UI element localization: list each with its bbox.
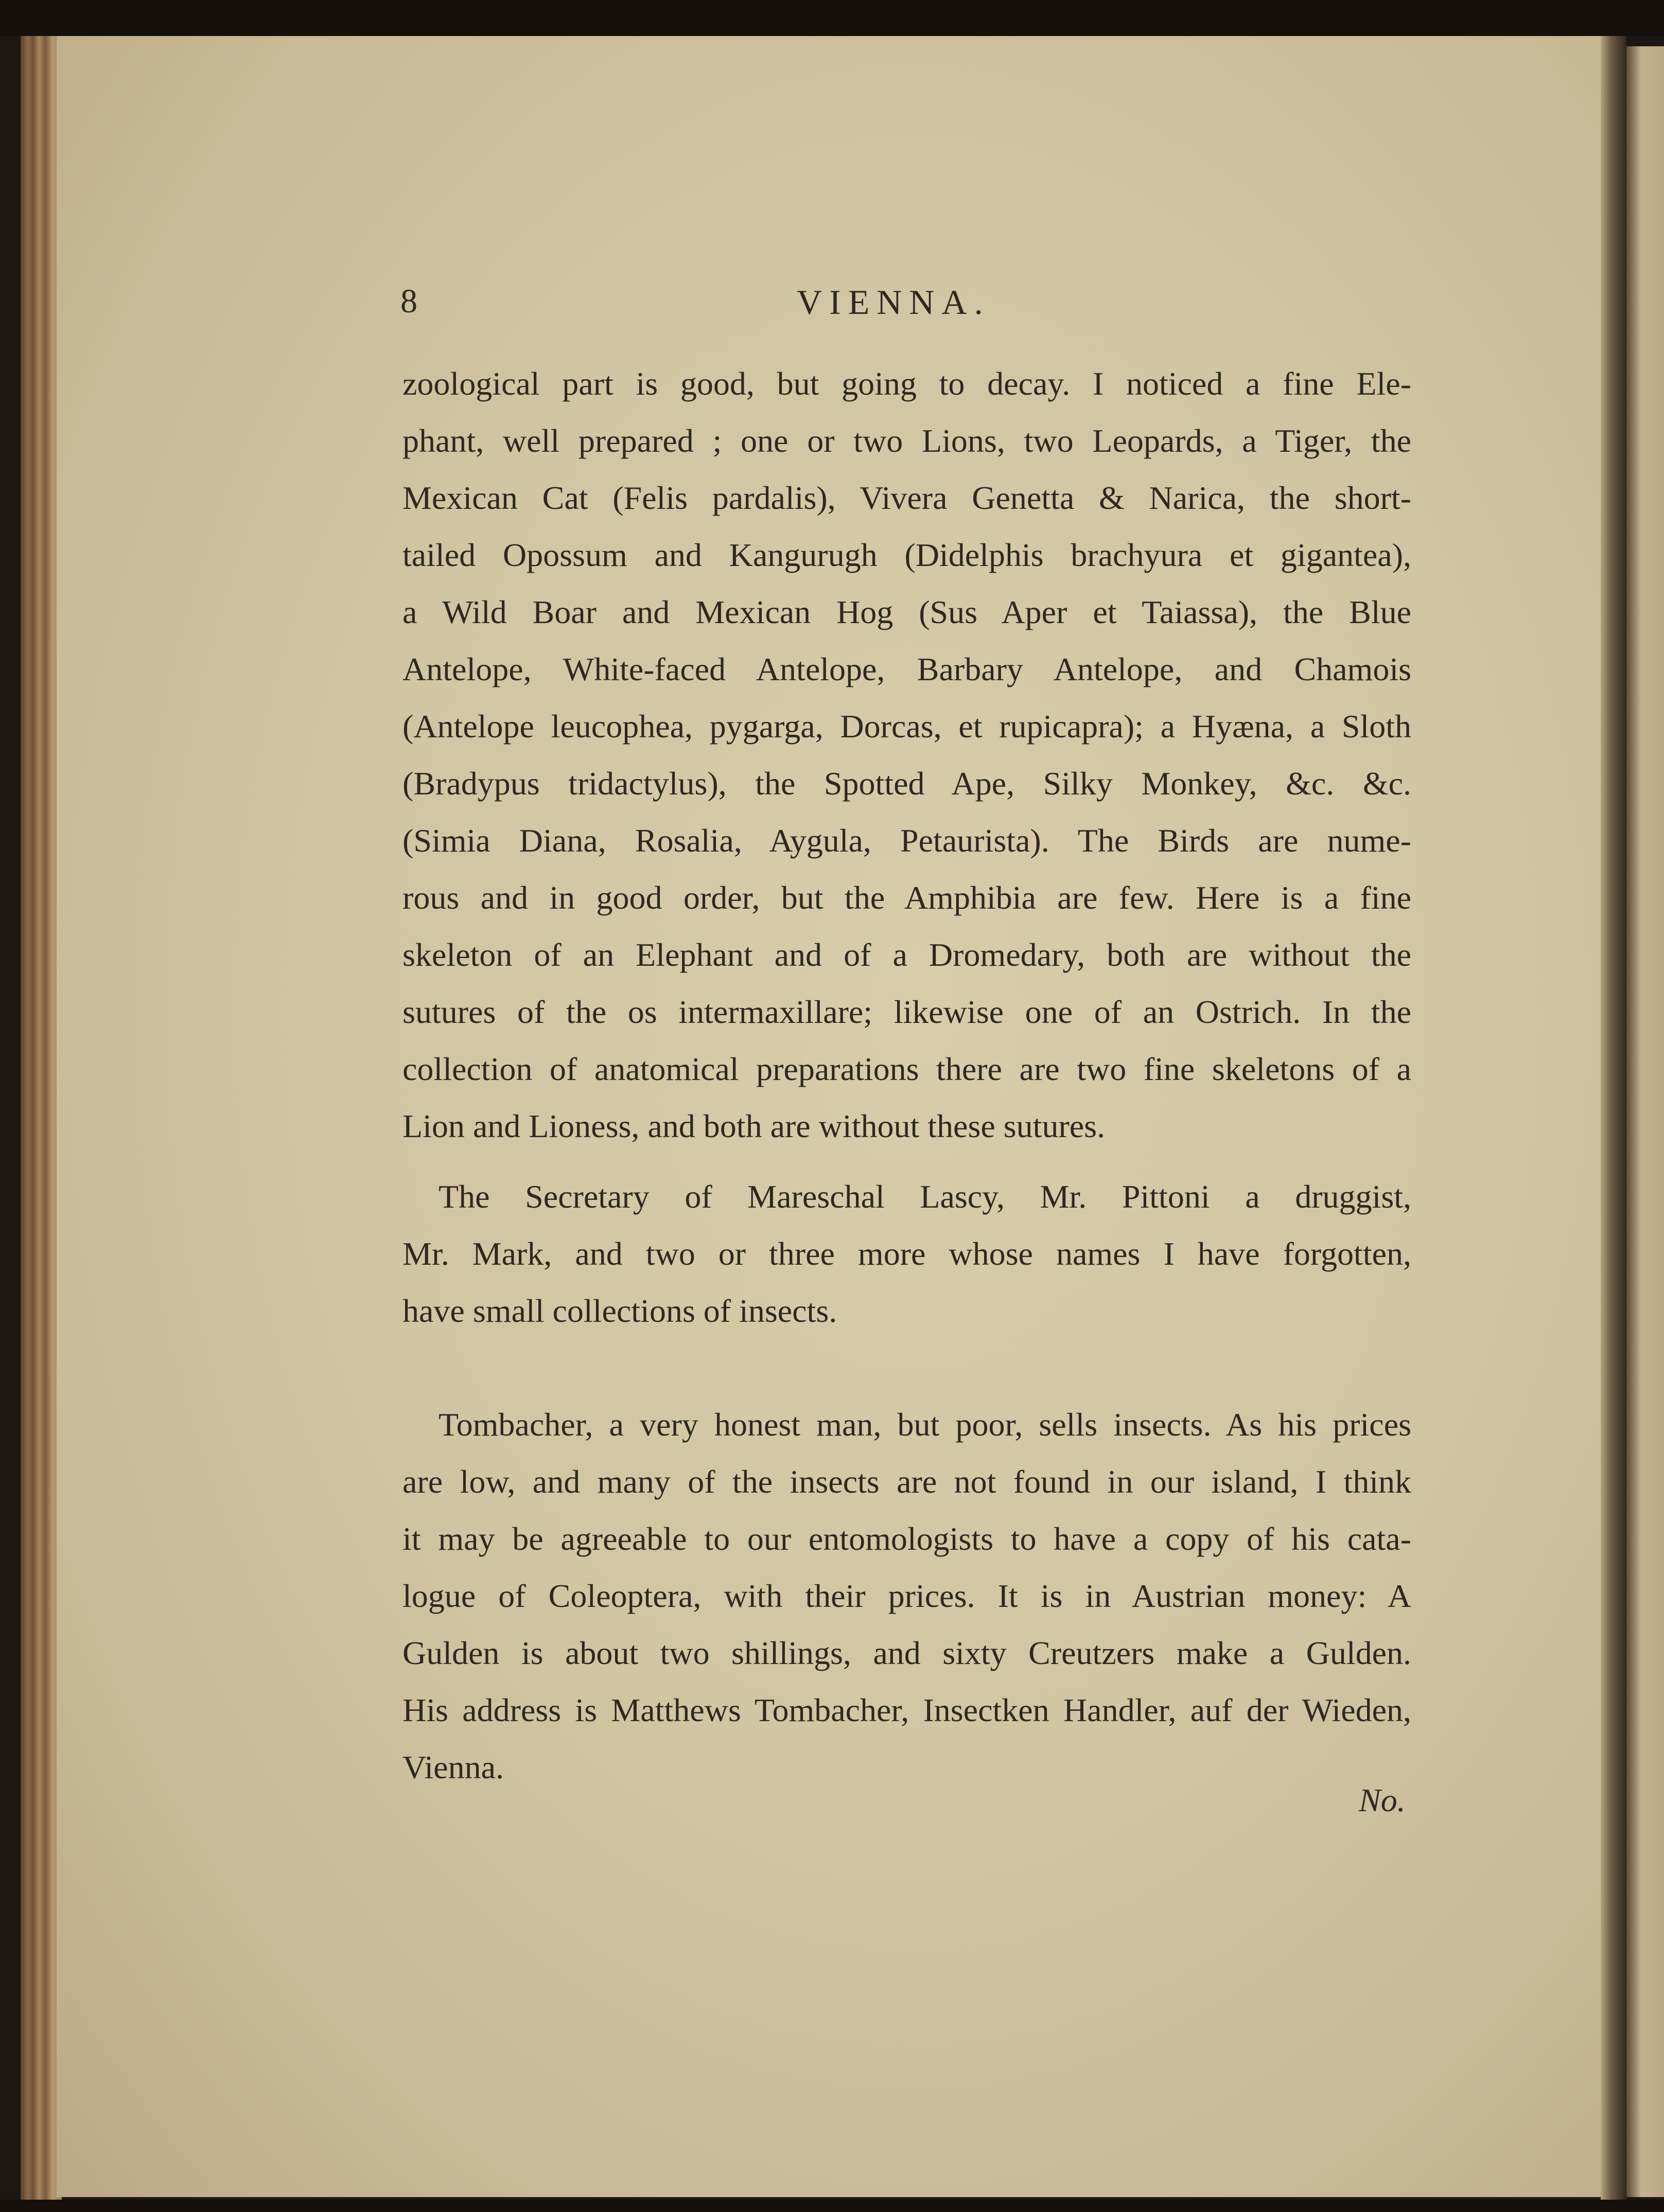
next-leaf-edge xyxy=(1626,46,1664,2197)
text-line: (Bradypus tridactylus), the Spotted Ape, Silky Monkey, &c. &c. xyxy=(402,765,1411,802)
gutter-shadow xyxy=(1601,36,1626,2202)
text-line: have small collections of insects. xyxy=(402,1293,837,1329)
text-line: Gulden is about two shillings, and sixty Creutzers make a Gulden. xyxy=(402,1635,1411,1671)
text-line: His address is Matthews Tombacher, Insectken Handler, auf der Wieden, xyxy=(402,1692,1411,1728)
text-line: collection of anatomical preparations there are two fine skeletons of a xyxy=(402,1051,1411,1087)
text-line: Tombacher, a very honest man, but poor, sells insects. As his prices xyxy=(439,1406,1411,1443)
page-number: 8 xyxy=(400,282,417,320)
text-line: The Secretary of Mareschal Lascy, Mr. Pittoni a druggist, xyxy=(439,1178,1411,1215)
scan-bottom-border xyxy=(0,2200,1664,2212)
paragraph-collectors xyxy=(402,1168,1411,1339)
text-line: (Antelope leucophea, pygarga, Dorcas, et rupicapra); a Hyæna, a Sloth xyxy=(402,708,1411,745)
text-line: are low, and many of the insects are not found in our island, I think xyxy=(402,1463,1411,1500)
text-line: logue of Coleoptera, with their prices. It is in Austrian money: A xyxy=(402,1578,1411,1614)
text-line: skeleton of an Elephant and of a Dromedary, both are without the xyxy=(402,936,1411,973)
catchword: No. xyxy=(1359,1782,1406,1818)
paragraph-tombacher xyxy=(402,1396,1411,1796)
text-line: phant, well prepared ; one or two Lions, two Leopards, a Tiger, the xyxy=(402,422,1411,459)
running-head: VIENNA. xyxy=(797,282,990,322)
text-line: Lion and Lioness, and both are without these sutures. xyxy=(402,1108,1106,1144)
page-edges xyxy=(21,36,62,2202)
text-line: a Wild Boar and Mexican Hog (Sus Aper et Taiassa), the Blue xyxy=(402,594,1411,630)
text-line: Mr. Mark, and two or three more whose names I have forgotten, xyxy=(402,1235,1411,1272)
text-line: sutures of the os intermaxillare; likewise one of an Ostrich. In the xyxy=(402,994,1411,1030)
text-line: Vienna. xyxy=(402,1749,504,1785)
paragraph-collection-description xyxy=(402,355,1411,1155)
text-line: zoological part is good, but going to decay. I noticed a fine Ele- xyxy=(402,365,1411,402)
text-line: Antelope, White-faced Antelope, Barbary Antelope, and Chamois xyxy=(402,651,1411,687)
text-line: tailed Opossum and Kangurugh (Didelphis brachyura et gigantea), xyxy=(402,537,1411,573)
text-line: (Simia Diana, Rosalia, Aygula, Petaurista). The Birds are nume- xyxy=(402,822,1411,859)
text-line: it may be agreeable to our entomologists to have a copy of his cata- xyxy=(402,1520,1411,1557)
scan-top-border xyxy=(0,0,1664,36)
text-line: rous and in good order, but the Amphibia are few. Here is a fine xyxy=(402,879,1411,916)
text-line: Mexican Cat (Felis pardalis), Vivera Genetta & Narica, the short- xyxy=(402,480,1411,516)
